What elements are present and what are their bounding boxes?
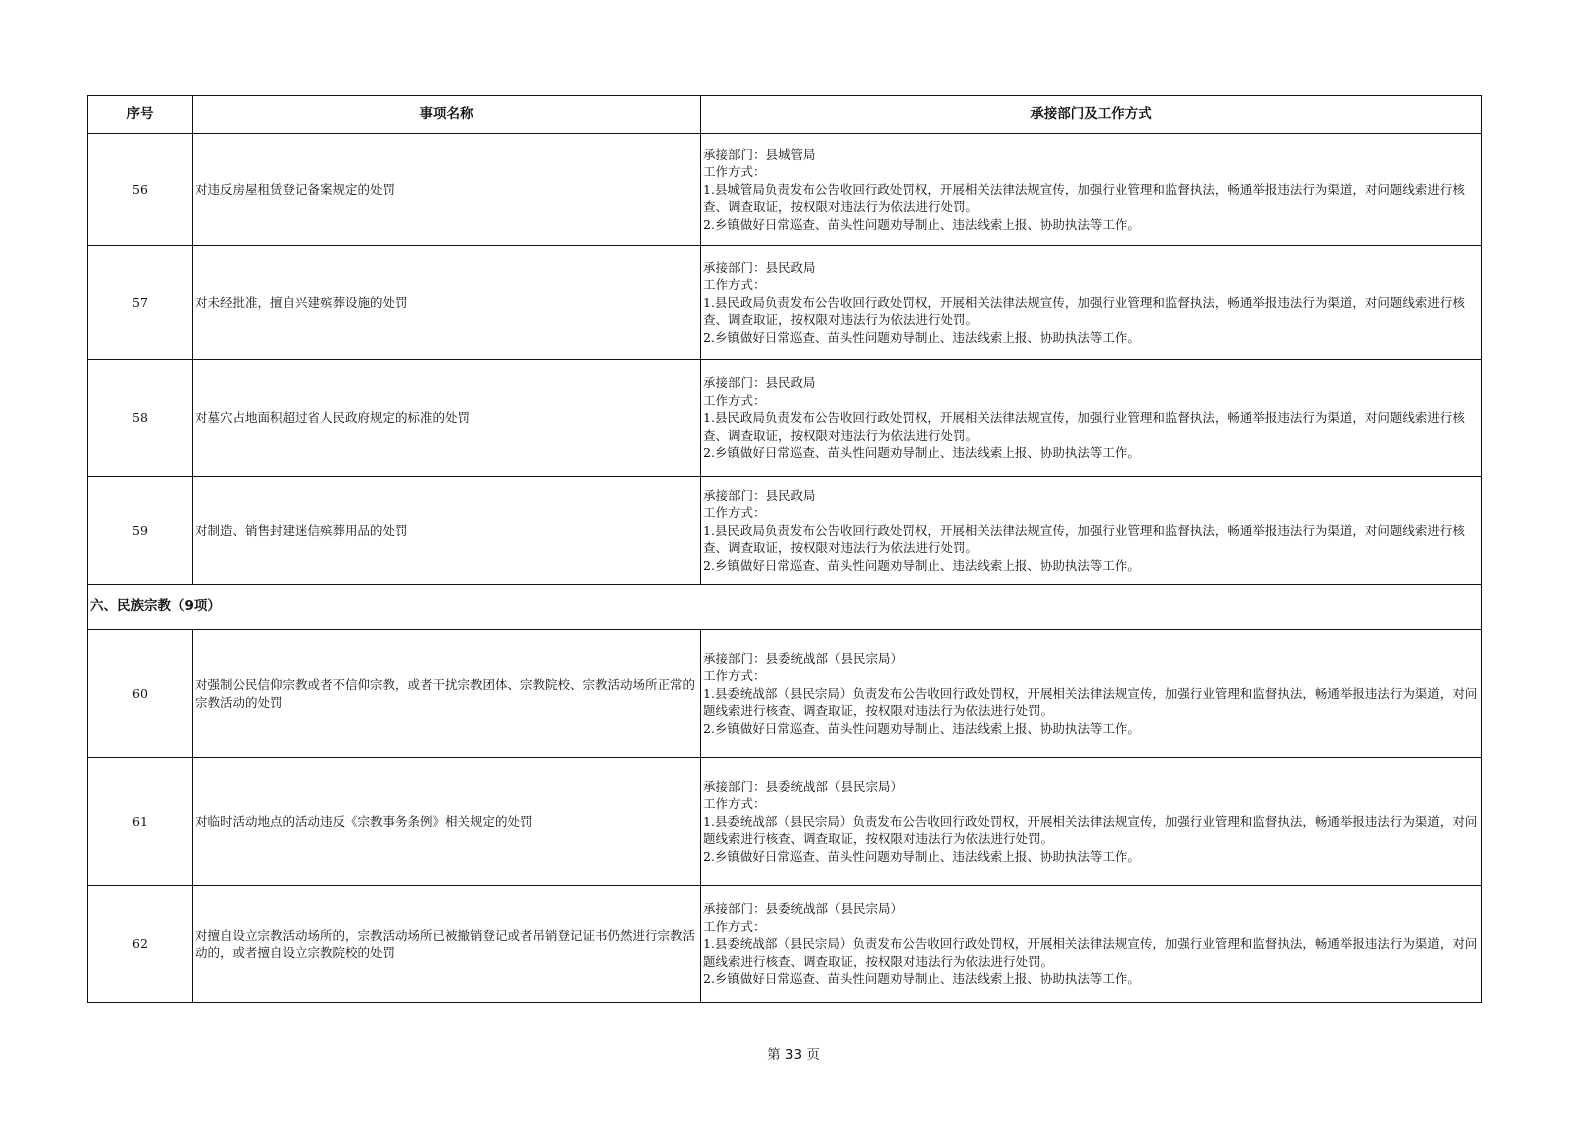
- method-label: 工作方式：: [703, 164, 766, 180]
- method-label: 工作方式：: [703, 668, 766, 684]
- method-label: 工作方式：: [703, 392, 766, 408]
- row-dept: [701, 758, 1482, 886]
- row-dept: [701, 477, 1482, 585]
- row-name: 对违反房屋租赁登记备案规定的处罚: [193, 134, 701, 246]
- method-line-2: 2.乡镇做好日常巡查、苗头性问题劝导制止、违法线索上报、协助执法等工作。: [703, 329, 1140, 345]
- table-row: [88, 360, 1482, 477]
- method-line-1: 1.县民政局负责发布公告收回行政处罚权，开展相关法律法规宣传，加强行业管理和监督执法，畅通举报违法行为渠道，对问题线索进行核查、调查取证，按权限对违法行为依法进行处罚。: [703, 294, 1465, 328]
- row-no: 59: [88, 477, 193, 585]
- row-name: 对擅自设立宗教活动场所的，宗教活动场所已被撤销登记或者吊销登记证书仍然进行宗教活动的，或者擅自设立宗教院校的处罚: [193, 886, 701, 1003]
- table-row: [88, 758, 1482, 886]
- section-row: [88, 585, 1482, 630]
- row-no: 56: [88, 134, 193, 246]
- table-row: [88, 246, 1482, 360]
- method-line-1: 1.县委统战部（县民宗局）负责发布公告收回行政处罚权，开展相关法律法规宣传，加强行业管理和监督执法，畅通举报违法行为渠道，对问题线索进行核查、调查取证，按权限对违法行为依法进行处罚。: [703, 813, 1478, 847]
- dept-line: 承接部门：县民政局: [703, 487, 816, 503]
- method-label: 工作方式：: [703, 277, 766, 293]
- dept-line: 承接部门：县委统战部（县民宗局）: [703, 778, 904, 794]
- method-line-1: 1.县民政局负责发布公告收回行政处罚权，开展相关法律法规宣传，加强行业管理和监督执法，畅通举报违法行为渠道，对问题线索进行核查、调查取证，按权限对违法行为依法进行处罚。: [703, 522, 1465, 556]
- row-name: 对临时活动地点的活动违反《宗教事务条例》相关规定的处罚: [193, 758, 701, 886]
- row-name: 对制造、销售封建迷信殡葬用品的处罚: [193, 477, 701, 585]
- table-row: [88, 886, 1482, 1003]
- method-line-2: 2.乡镇做好日常巡查、苗头性问题劝导制止、违法线索上报、协助执法等工作。: [703, 216, 1140, 232]
- method-line-2: 2.乡镇做好日常巡查、苗头性问题劝导制止、违法线索上报、协助执法等工作。: [703, 971, 1140, 987]
- method-line-1: 1.县委统战部（县民宗局）负责发布公告收回行政处罚权，开展相关法律法规宣传，加强行业管理和监督执法，畅通举报违法行为渠道，对问题线索进行核查、调查取证，按权限对违法行为依法进行处罚。: [703, 685, 1478, 719]
- method-label: 工作方式：: [703, 505, 766, 521]
- header-row: [88, 96, 1482, 134]
- row-dept: [701, 630, 1482, 758]
- row-name: 对强制公民信仰宗教或者不信仰宗教，或者干扰宗教团体、宗教院校、宗教活动场所正常的宗教活动的处罚: [193, 630, 701, 758]
- method-label: 工作方式：: [703, 918, 766, 934]
- dept-line: 承接部门：县城管局: [703, 146, 816, 162]
- row-name: 对未经批准，擅自兴建殡葬设施的处罚: [193, 246, 701, 360]
- row-no: 58: [88, 360, 193, 477]
- method-label: 工作方式：: [703, 796, 766, 812]
- row-dept: [701, 134, 1482, 246]
- dept-line: 承接部门：县委统战部（县民宗局）: [703, 901, 904, 917]
- method-line-1: 1.县委统战部（县民宗局）负责发布公告收回行政处罚权，开展相关法律法规宣传，加强行业管理和监督执法，畅通举报违法行为渠道，对问题线索进行核查、调查取证，按权限对违法行为依法进行处罚。: [703, 936, 1478, 969]
- table-row: [88, 477, 1482, 585]
- table-row: [88, 134, 1482, 246]
- method-line-2: 2.乡镇做好日常巡查、苗头性问题劝导制止、违法线索上报、协助执法等工作。: [703, 445, 1140, 461]
- row-dept: [701, 360, 1482, 477]
- row-dept: [701, 886, 1482, 1003]
- method-line-2: 2.乡镇做好日常巡查、苗头性问题劝导制止、违法线索上报、协助执法等工作。: [703, 557, 1140, 573]
- header-dept: 承接部门及工作方式: [701, 96, 1482, 134]
- header-no: 序号: [88, 96, 193, 134]
- method-line-1: 1.县民政局负责发布公告收回行政处罚权，开展相关法律法规宣传，加强行业管理和监督执法，畅通举报违法行为渠道，对问题线索进行核查、调查取证，按权限对违法行为依法进行处罚。: [703, 410, 1465, 443]
- row-name: 对墓穴占地面积超过省人民政府规定的标准的处罚: [193, 360, 701, 477]
- row-no: 62: [88, 886, 193, 1003]
- dept-line: 承接部门：县民政局: [703, 259, 816, 275]
- method-line-1: 1.县城管局负责发布公告收回行政处罚权，开展相关法律法规宣传，加强行业管理和监督执法，畅通举报违法行为渠道，对问题线索进行核查、调查取证，按权限对违法行为依法进行处罚。: [703, 181, 1465, 215]
- dept-line: 承接部门：县民政局: [703, 375, 816, 391]
- row-no: 60: [88, 630, 193, 758]
- method-line-2: 2.乡镇做好日常巡查、苗头性问题劝导制止、违法线索上报、协助执法等工作。: [703, 720, 1140, 736]
- row-dept: [701, 246, 1482, 360]
- header-name: 事项名称: [193, 96, 701, 134]
- page-number: 第 33 页: [767, 1047, 820, 1063]
- dept-line: 承接部门：县委统战部（县民宗局）: [703, 650, 904, 666]
- items-table: [87, 95, 1482, 1003]
- section-title: 六、民族宗教（9项）: [88, 585, 1482, 630]
- row-no: 57: [88, 246, 193, 360]
- method-line-2: 2.乡镇做好日常巡查、苗头性问题劝导制止、违法线索上报、协助执法等工作。: [703, 848, 1140, 864]
- table-row: [88, 630, 1482, 758]
- row-no: 61: [88, 758, 193, 886]
